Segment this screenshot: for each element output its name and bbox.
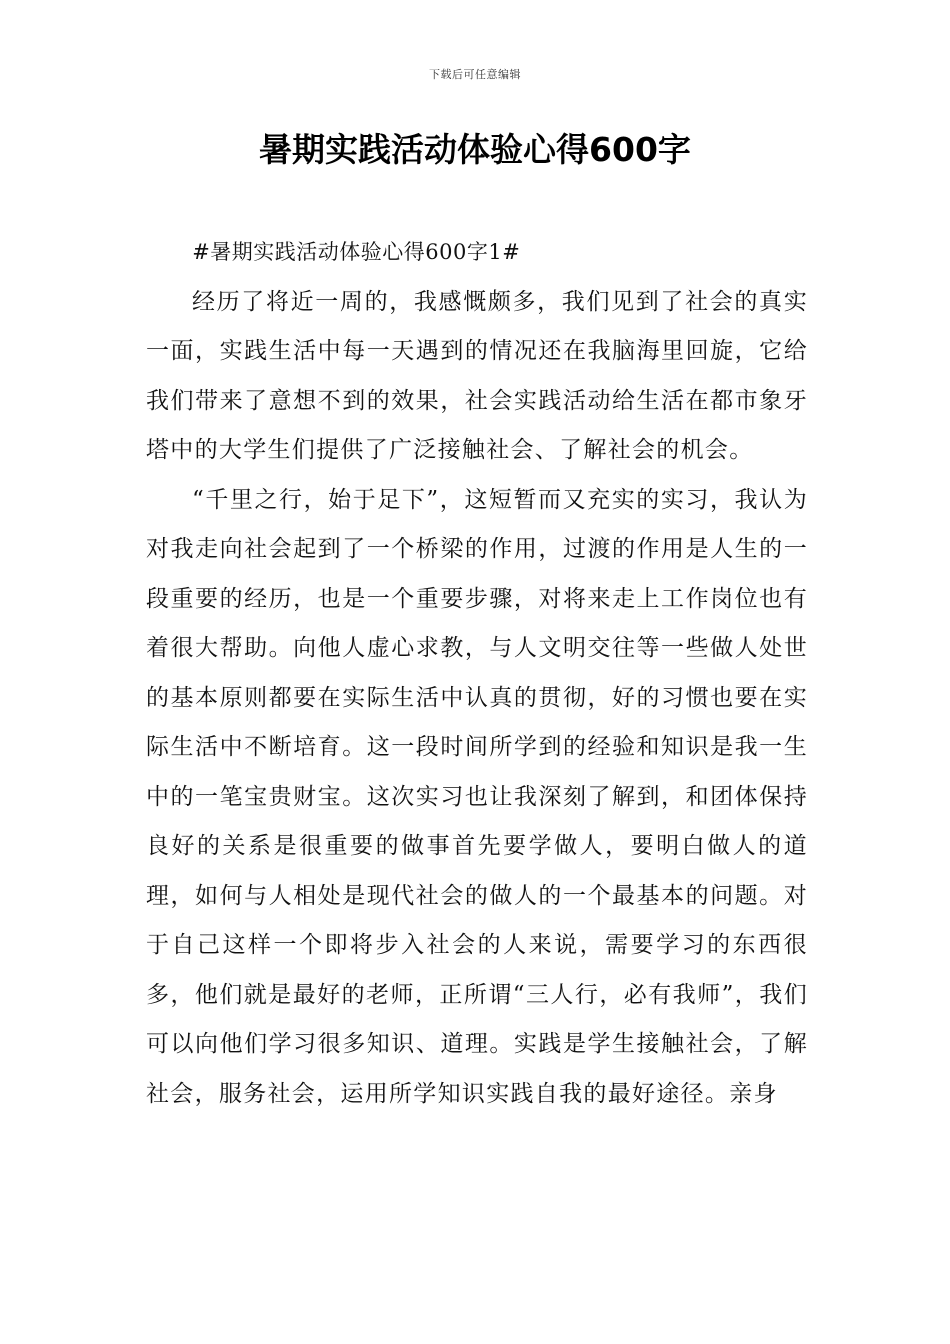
section-heading: #暑期实践活动体验心得600字1#	[192, 240, 521, 264]
document-body	[146, 228, 808, 1119]
document-title: 暑期实践活动体验心得600字	[259, 130, 691, 169]
paragraph-1: 经历了将近一周的，我感慨颇多，我们见到了社会的真实一面，实践生活中每一天遇到的情况还在我脑海里回旋，它给我们带来了意想不到的效果，社会实践活动给生活在都市象牙塔中的大学生们提供了广泛接触社会、了解社会的机会。	[146, 288, 808, 463]
paragraph-2: “千里之行，始于足下”，这短暂而又充实的实习，我认为对我走向社会起到了一个桥梁的作用，过渡的作用是人生的一段重要的经历，也是一个重要步骤，对将来走上工作岗位也有着很大帮助。向他人虚心求教，与人文明交往等一些做人处世的基本原则都要在实际生活中认真的贯彻，好的习惯也要在实际生活中不断培育。这一段时间所学到的经验和知识是我一生中的一笔宝贵财宝。这次实习也让我深刻了解到，和团体保持良好的关系是很重要的做事首先要学做人，要明白做人的道理，如何与人相处是现代社会的做人的一个最基本的问题。对于自己这样一个即将步入社会的人来说，需要学习的东西很多，他们就是最好的老师，正所谓“三人行，必有我师”，我们可以向他们学习很多知识、道理。实践是学生接触社会，了解社会，服务社会，运用所学知识实践自我的最好途径。亲身	[146, 486, 808, 1107]
header-note: 下载后可任意编辑	[429, 68, 521, 81]
